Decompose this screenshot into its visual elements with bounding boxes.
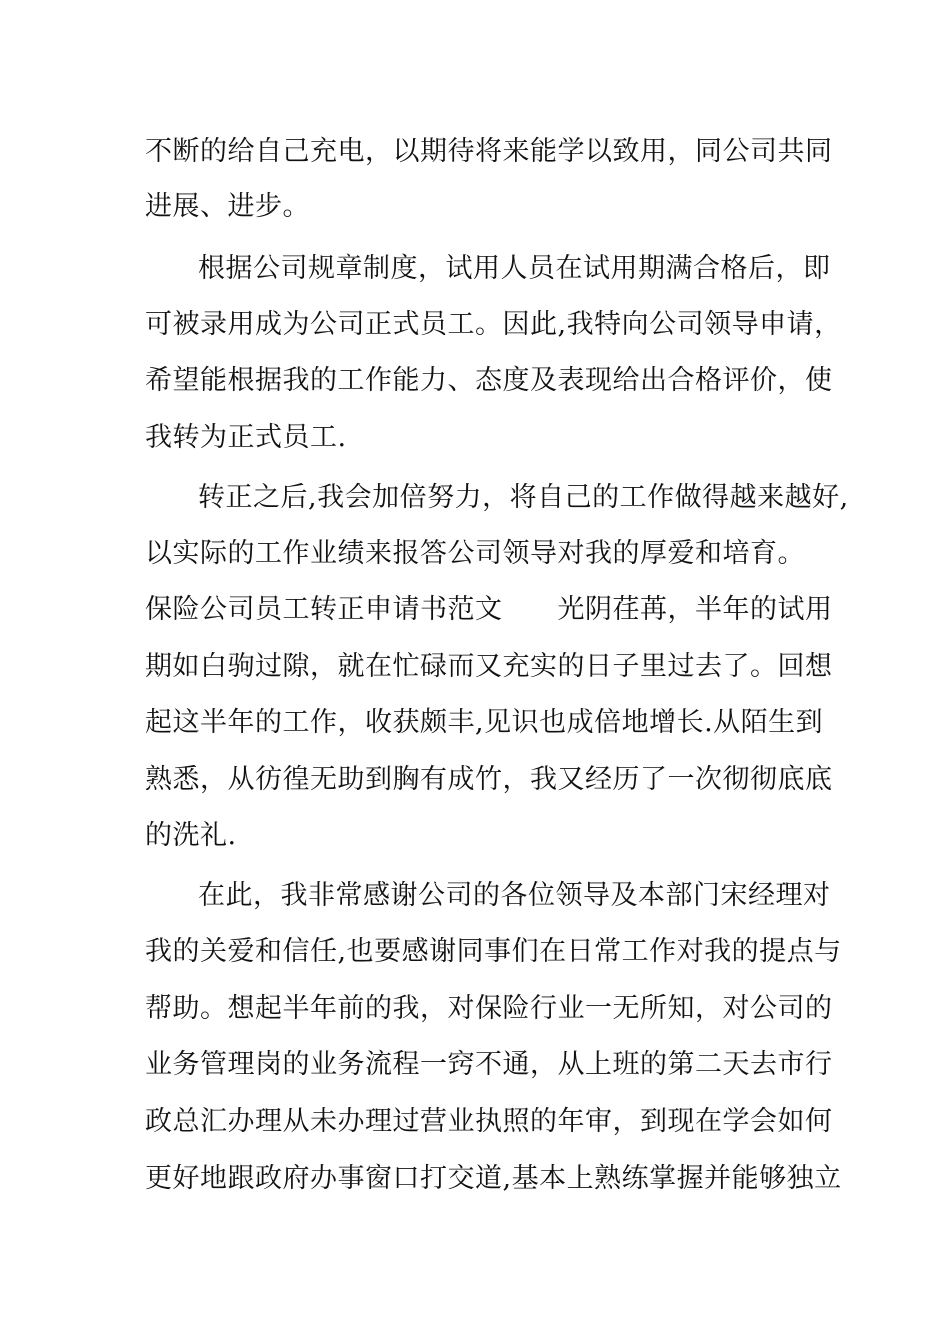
- text-line: 不断的给自己充电，以期待将来能学以致用，同公司共同: [145, 136, 833, 167]
- paragraph-start-line: 转正之后,我会加倍努力，将自己的工作做得越来越好,: [198, 482, 849, 513]
- text-line: 我的关爱和信任,也要感谢同事们在日常工作对我的提点与: [145, 936, 842, 967]
- paragraph-start-line: 在此，我非常感谢公司的各位领导及本部门宋经理对: [198, 880, 831, 911]
- text-line: 帮助。想起半年前的我，对保险行业一无所知，对公司的: [145, 993, 833, 1024]
- text-line: 我转为正式员工.: [145, 422, 347, 453]
- text-line: 业务管理岗的业务流程一窍不通，从上班的第二天去市行: [145, 1049, 833, 1080]
- text-line: 政总汇办理从未办理过营业执照的年审，到现在学会如何: [145, 1106, 833, 1137]
- text-line: 可被录用成为公司正式员工。因此,我特向公司领导申请，: [145, 309, 842, 340]
- text-line: 起这半年的工作，收获颇丰,见识也成倍地增长.从陌生到: [145, 707, 824, 738]
- text-line: 更好地跟政府办事窗口打交道,基本上熟练掌握并能够独立: [145, 1163, 842, 1194]
- section-title-line: 保险公司员工转正申请书范文 光阴荏苒，半年的试用: [145, 594, 833, 625]
- text-line: 希望能根据我的工作能力、态度及表现给出合格评价，使: [145, 365, 833, 396]
- text-line: 的洗礼.: [145, 820, 237, 851]
- text-line: 进展、进步。: [145, 191, 310, 222]
- text-line: 熟悉，从彷徨无助到胸有成竹，我又经历了一次彻彻底底: [145, 764, 833, 795]
- paragraph-start-line: 根据公司规章制度，试用人员在试用期满合格后，即: [198, 253, 831, 284]
- text-line: 以实际的工作业绩来报答公司领导对我的厚爱和培育。: [145, 538, 805, 569]
- text-line: 期如白驹过隙，就在忙碌而又充实的日子里过去了。回想: [145, 651, 833, 682]
